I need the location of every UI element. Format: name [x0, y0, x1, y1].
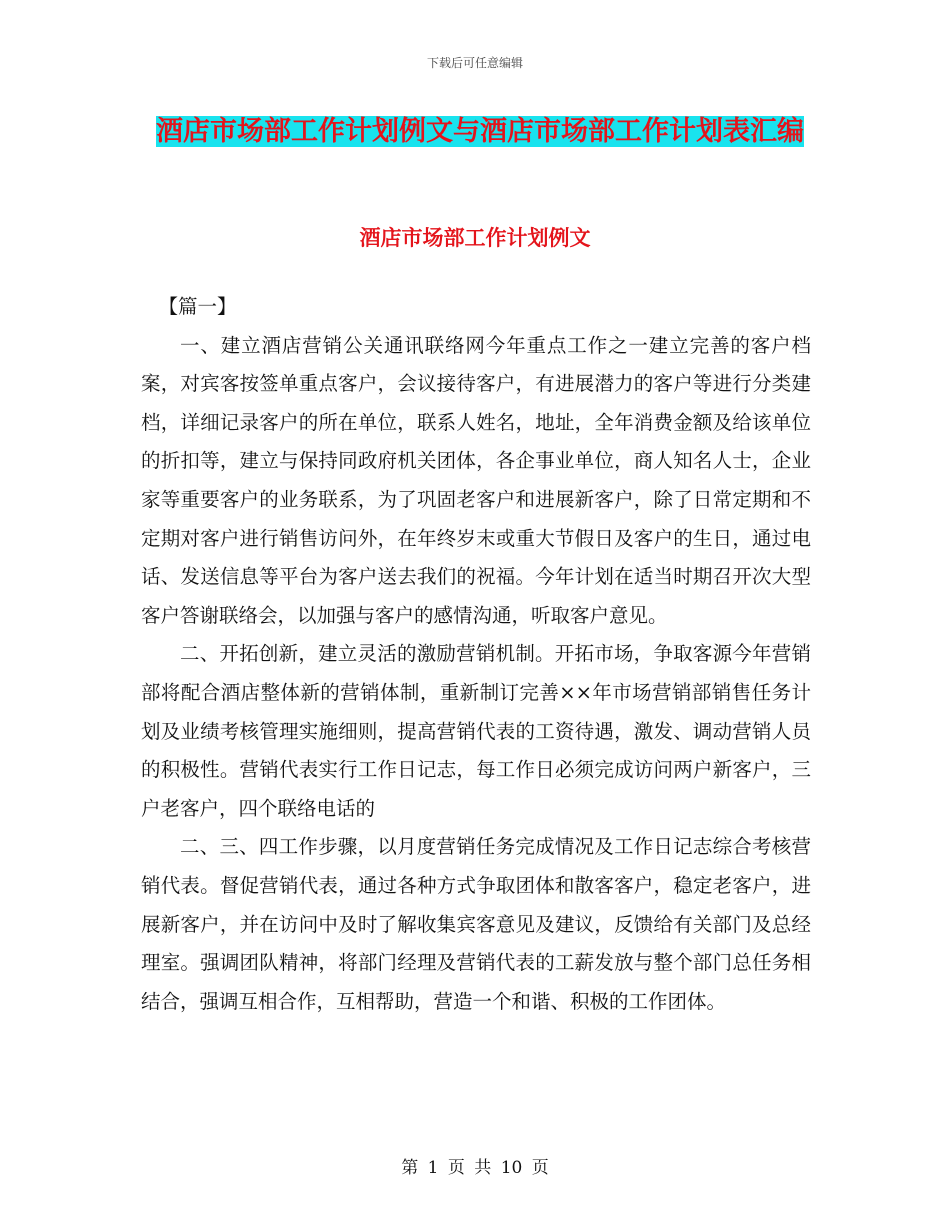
paragraph-3: 二、三、四工作步骤，以月度营销任务完成情况及工作日记志综合考核营销代表。督促营销代表，通过各种方式争取团体和散客客户，稳定老客户，进展新客户，并在访问中及时了解收集宾客意见及建议，反馈给有关部门及总经理室。强调团队精神，将部门经理及营销代表的工薪发放与整个部门总任务相结合，强调互相合作，互相帮助，营造一个和谐、积极的工作团体。 [141, 835, 811, 1013]
paragraph-1: 一、建立酒店营销公关通讯联络网今年重点工作之一建立完善的客户档案，对宾客按签单重点客户，会议接待客户，有进展潜力的客户等进行分类建档，详细记录客户的所在单位，联系人姓名，地址，全年消费金额及给该单位的折扣等，建立与保持同政府机关团体，各企事业单位，商人知名人士，企业家等重要客户的业务联系，为了巩固老客户和进展新客户，除了日常定期和不定期对客户进行销售访问外，在年终岁末或重大节假日及客户的生日，通过电话、发送信息等平台为客户送去我们的祝福。今年计划在适当时期召开次大型客户答谢联络会，以加强与客户的感情沟通，听取客户意见。 [141, 333, 811, 627]
document-body [141, 288, 811, 1021]
paragraph-2: 二、开拓创新，建立灵活的激励营销机制。开拓市场，争取客源今年营销部将配合酒店整体新的营销体制，重新制订完善××年市场营销部销售任务计划及业绩考核管理实施细则，提高营销代表的工资待遇，激发、调动营销人员的积极性。营销代表实行工作日记志，每工作日必须完成访问两户新客户，三户老客户，四个联络电话的 [141, 642, 811, 820]
header-note: 下载后可任意编辑 [426, 56, 523, 70]
document-title-highlight: 酒店市场部工作计划例文与酒店市场部工作计划表汇编 [156, 116, 804, 147]
section-title: 酒店市场部工作计划例文 [359, 225, 591, 250]
document-title [140, 108, 820, 156]
part-label: 【篇一】 [158, 295, 237, 318]
page-number: 第 1 页 共 10 页 [401, 1158, 549, 1178]
